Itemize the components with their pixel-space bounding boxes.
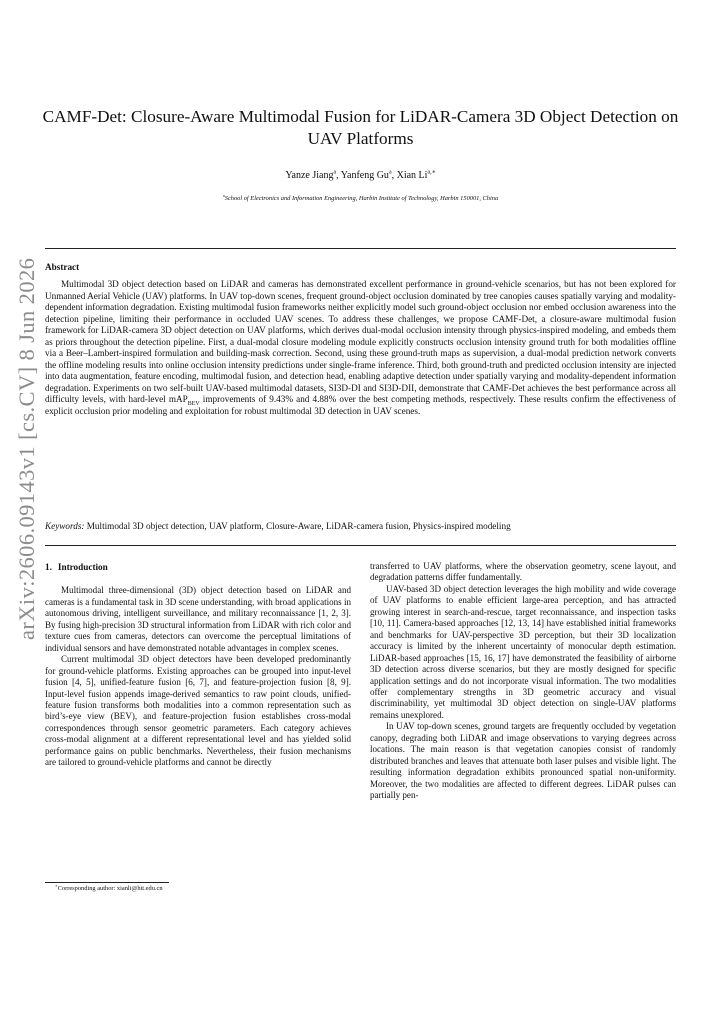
abstract-body xyxy=(45,279,676,417)
abstract-heading: Abstract xyxy=(45,262,80,272)
arxiv-stamp-wrapper xyxy=(14,257,39,980)
keywords-label: Keywords: xyxy=(45,521,85,531)
keywords-line xyxy=(45,521,676,533)
author-affil-mark: a xyxy=(333,169,337,176)
intro-paragraph-1: Multimodal three-dimensional (3D) object detection based on LiDAR and cameras is a fundamental task in 3D scene understanding, with broad applications in autonomous driving, intelligent surveillance, and military reconnaissance [1, 2, 3]. By fusing high-precision 3D structural information from LiDAR with rich color and texture cues from cameras, detectors can overcome the perceptual limitations of individual sensors and have demonstrated notable advantages in complex scenes. xyxy=(45,585,351,653)
section-heading-introduction xyxy=(45,562,351,573)
section-number: 1. xyxy=(45,562,52,572)
footnote xyxy=(55,885,163,892)
abstract-top-rule xyxy=(45,248,676,249)
footnote-mark: ∗ xyxy=(55,883,58,888)
intro-paragraph-2: Current multimodal 3D object detectors have been developed predominantly for ground-vehicle platforms. Existing approaches can be grouped into input-level fusion [4, 5], unified-feature fusion [6, 7], and feature-projection fusion [8, 9]. Input-level fusion appends image-derived semantics to raw point clouds, unified-feature fusion transforms both modalities into a common representation such as bird’s-eye view (BEV), and feature-projection fusion establishes cross-modal correspondences through sensor geometric parameters. Each category achieves cross-modal alignment at a different representational level and has yielded solid performance gains on public benchmarks. Nevertheless, their fusion mechanisms are tailored to ground-vehicle platforms and cannot be directly xyxy=(45,654,351,768)
affiliation-text: School of Electronics and Information Engineering, Harbin Institute of Technology, Harbin 150001, China xyxy=(224,195,499,202)
intro-paragraph-4: In UAV top-down scenes, ground targets are frequently occluded by vegetation canopy, degrading both LiDAR and image observations to varying degrees across locations. The main reason is that vegetation canopies consist of randomly distributed branches and leaves that attenuate both laser pulses and visible light. The resulting information degradation exhibits pronounced spatial non-uniformity. Moreover, the two modalities are affected to different degrees. LiDAR pulses can partially pen- xyxy=(370,721,676,801)
author-list: Yanze Jiang$^a$, Yanfeng Gu$^a$, Xian $Li^{a,∗}$ xyxy=(285,169,436,181)
intro-paragraph-3: UAV-based 3D object detection leverages the high mobility and wide coverage of UAV platforms to enable efficient large-area perception, and has attracted growing interest in search-and-rescue, target reconnaissance, and inspection tasks [10, 11]. Camera-based approaches [12, 13, 14] have established initial frameworks and benchmarks for UAV-perspective 3D perception, but their 3D localization accuracy is limited by the inherent uncertainty of monocular depth estimation. LiDAR-based approaches [15, 16, 17] have demonstrated the feasibility of airborne 3D detection across diverse scenarios, but they are mostly designed for specific application settings and do not incorporate visual information. The two modalities offer complementary strengths in 3D geometric accuracy and visual discriminability, yet multimodal 3D object detection on single-UAV platforms remains unexplored. xyxy=(370,583,676,720)
author-affil-mark: a,∗ xyxy=(427,169,436,176)
author-name: Xian Li xyxy=(396,170,428,181)
keywords-text: Multimodal 3D object detection, UAV platform, Closure-Aware, LiDAR-camera fusion, Physics-inspired modeling xyxy=(86,521,511,531)
abstract-text-part2: improvements of 9.43% and 4.88% over the best competing methods, respectively. These results confirm the effectiveness of explicit occlusion prior modeling and exploitation for robust multimodal 3D detection in UAV scenes. xyxy=(45,394,676,416)
affiliation xyxy=(40,195,681,202)
footnote-rule xyxy=(45,882,169,883)
section-title: Introduction xyxy=(57,562,108,572)
arxiv-stamp: arXiv:2606.09143v1 [cs.CV] 8 Jun 2026 xyxy=(14,257,39,640)
abstract-bottom-rule xyxy=(45,545,676,546)
affiliation-mark: a xyxy=(222,193,225,198)
abstract-map-subscript: BEV xyxy=(187,400,200,407)
intro-paragraph-continued: transferred to UAV platforms, where the observation geometry, scene layout, and degradation patterns differ fundamentally. xyxy=(370,561,676,583)
author-affil-mark: a xyxy=(388,169,392,176)
right-column xyxy=(370,561,676,802)
abstract-text-part1: Multimodal 3D object detection based on LiDAR and cameras has demonstrated excellent performance in ground-vehicle scenarios, but has not been explored for Unmanned Aerial Vehicle (UAV) platforms. In UAV top-down scenes, frequent ground-object occlusion dominated by tree canopies causes spatially varying and modality-dependent information degradation. Existing multimodal fusion frameworks neither explicitly model such ground-object occlusion nor embed occlusion awareness into the detection pipeline, limiting their performance in occluded UAV scenes. To address these challenges, we propose CAMF-Det, a closure-aware multimodal fusion framework for LiDAR-camera 3D object detection on UAV platforms, which derives dual-modal occlusion intensity through physics-inspired modeling, and embeds them as priors throughout the detection pipeline. First, a dual-modal closure modeling module explicitly constructs occlusion intensity ground truth for both modalities offline via a Beer–Lambert-inspired formulation and building-mask correction. Second, using these ground-truth maps as supervision, a dual-modal prediction network converts the offline modeling results into online occlusion intensity predictions under single-frame inference. Third, both ground-truth and predicted occlusion intensity are injected into data augmentation, feature encoding, multimodal fusion, and detection head, enabling adaptive detection under spatially varying and modality-dependent information degradation. Experiments on two self-built UAV-based multimodal datasets, SI3D-DI and SI3D-DII, demonstrate that CAMF-Det achieves the best performance across all difficulty levels, with hard-level mAP xyxy=(45,279,676,404)
author-name: Yanfeng Gu xyxy=(340,170,389,181)
footnote-text: Corresponding author: xianli@hit.edu.cn xyxy=(57,885,163,892)
author-name: Yanze Jiang xyxy=(285,170,334,181)
paper-title: CAMF-Det: Closure-Aware Multimodal Fusion for LiDAR-Camera 3D Object Detection on UAV Platforms xyxy=(42,107,679,148)
left-column xyxy=(45,562,351,769)
